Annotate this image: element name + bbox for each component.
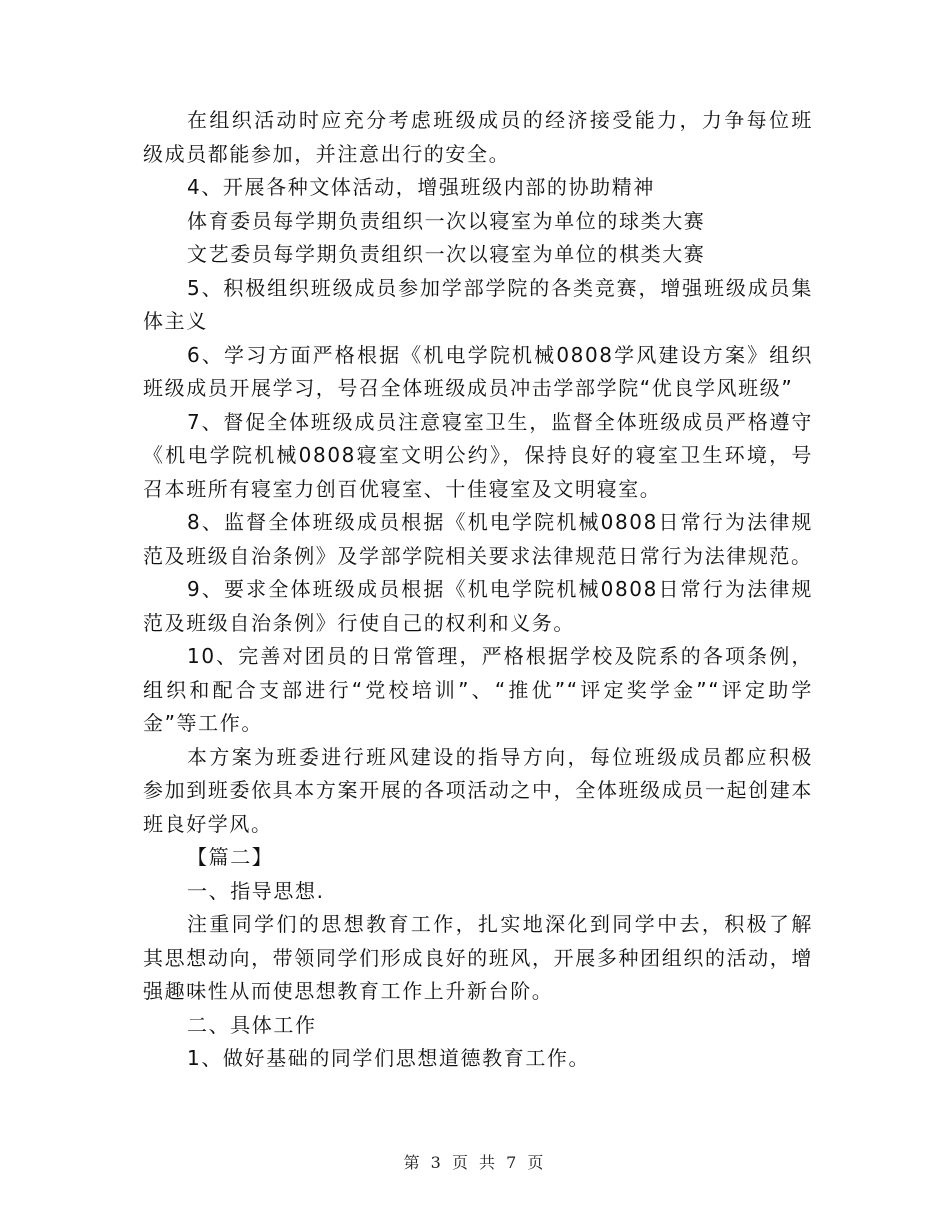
paragraph-ideology-body: 注重同学们的思想教育工作，扎实地深化到同学中去，积极了解其思想动向，带领同学们形成良好的班风，开展多种团组织的活动，增强趣味性从而使思想教育工作上升新台阶。 <box>143 912 813 1003</box>
paragraph-conclusion: 本方案为班委进行班风建设的指导方向，每位班级成员都应积极参加到班委依具本方案开展的各项活动之中，全体班级成员一起创建本班良好学风。 <box>143 744 813 836</box>
paragraph-sports-committee: 体育委员每学期负责组织一次以寝室为单位的球类大赛 <box>187 208 706 233</box>
paragraph-arts-committee: 文艺委员每学期负责组织一次以寝室为单位的棋类大赛 <box>187 242 706 266</box>
paragraph-item-7: 7、督促全体班级成员注意寝室卫生，监督全体班级成员严格遵守《机电学院机械0808寝室文明公约》，保持良好的寝室卫生环境，号召本班所有寝室力创百优寝室、十佳寝室及文明寝室。 <box>143 409 813 501</box>
paragraph-item-8: 8、监督全体班级成员根据《机电学院机械0808日常行为法律规范及班级自治条例》及学部学院相关要求法律规范日常行为法律规范。 <box>143 510 813 568</box>
paragraph-item-4: 4、开展各种文体活动，增强班级内部的协助精神 <box>187 175 655 199</box>
document-body <box>143 104 813 1076</box>
paragraph-item-10: 10、完善对团员的日常管理，严格根据学校及院系的各项条例，组织和配合支部进行“党校培训”、“推优”“评定奖学金”“评定助学金”等工作。 <box>143 644 813 735</box>
paragraph-item-6: 6、学习方面严格根据《机电学院机械0808学风建设方案》组织班级成员开展学习，号召全体班级成员冲击学部学院“优良学风班级” <box>143 342 813 400</box>
paragraph-item-5: 5、积极组织班级成员参加学部学院的各类竞赛，增强班级成员集体主义 <box>143 275 813 333</box>
heading-specific-work: 二、具体工作 <box>187 1012 317 1037</box>
page-number-footer: 第 3 页 共 7 页 <box>403 1153 547 1172</box>
section-heading-part-two: 【篇二】 <box>187 845 274 869</box>
paragraph-item-9: 9、要求全体班级成员根据《机电学院机械0808日常行为法律规范及班级自治条例》行使自己的权利和义务。 <box>143 577 813 635</box>
heading-guiding-ideology: 一、指导思想. <box>187 878 325 903</box>
paragraph-activity-cost: 在组织活动时应充分考虑班级成员的经济接受能力，力争每位班级成员都能参加，并注意出行的安全。 <box>143 108 813 166</box>
paragraph-work-item-1: 1、做好基础的同学们思想道德教育工作。 <box>187 1046 591 1070</box>
